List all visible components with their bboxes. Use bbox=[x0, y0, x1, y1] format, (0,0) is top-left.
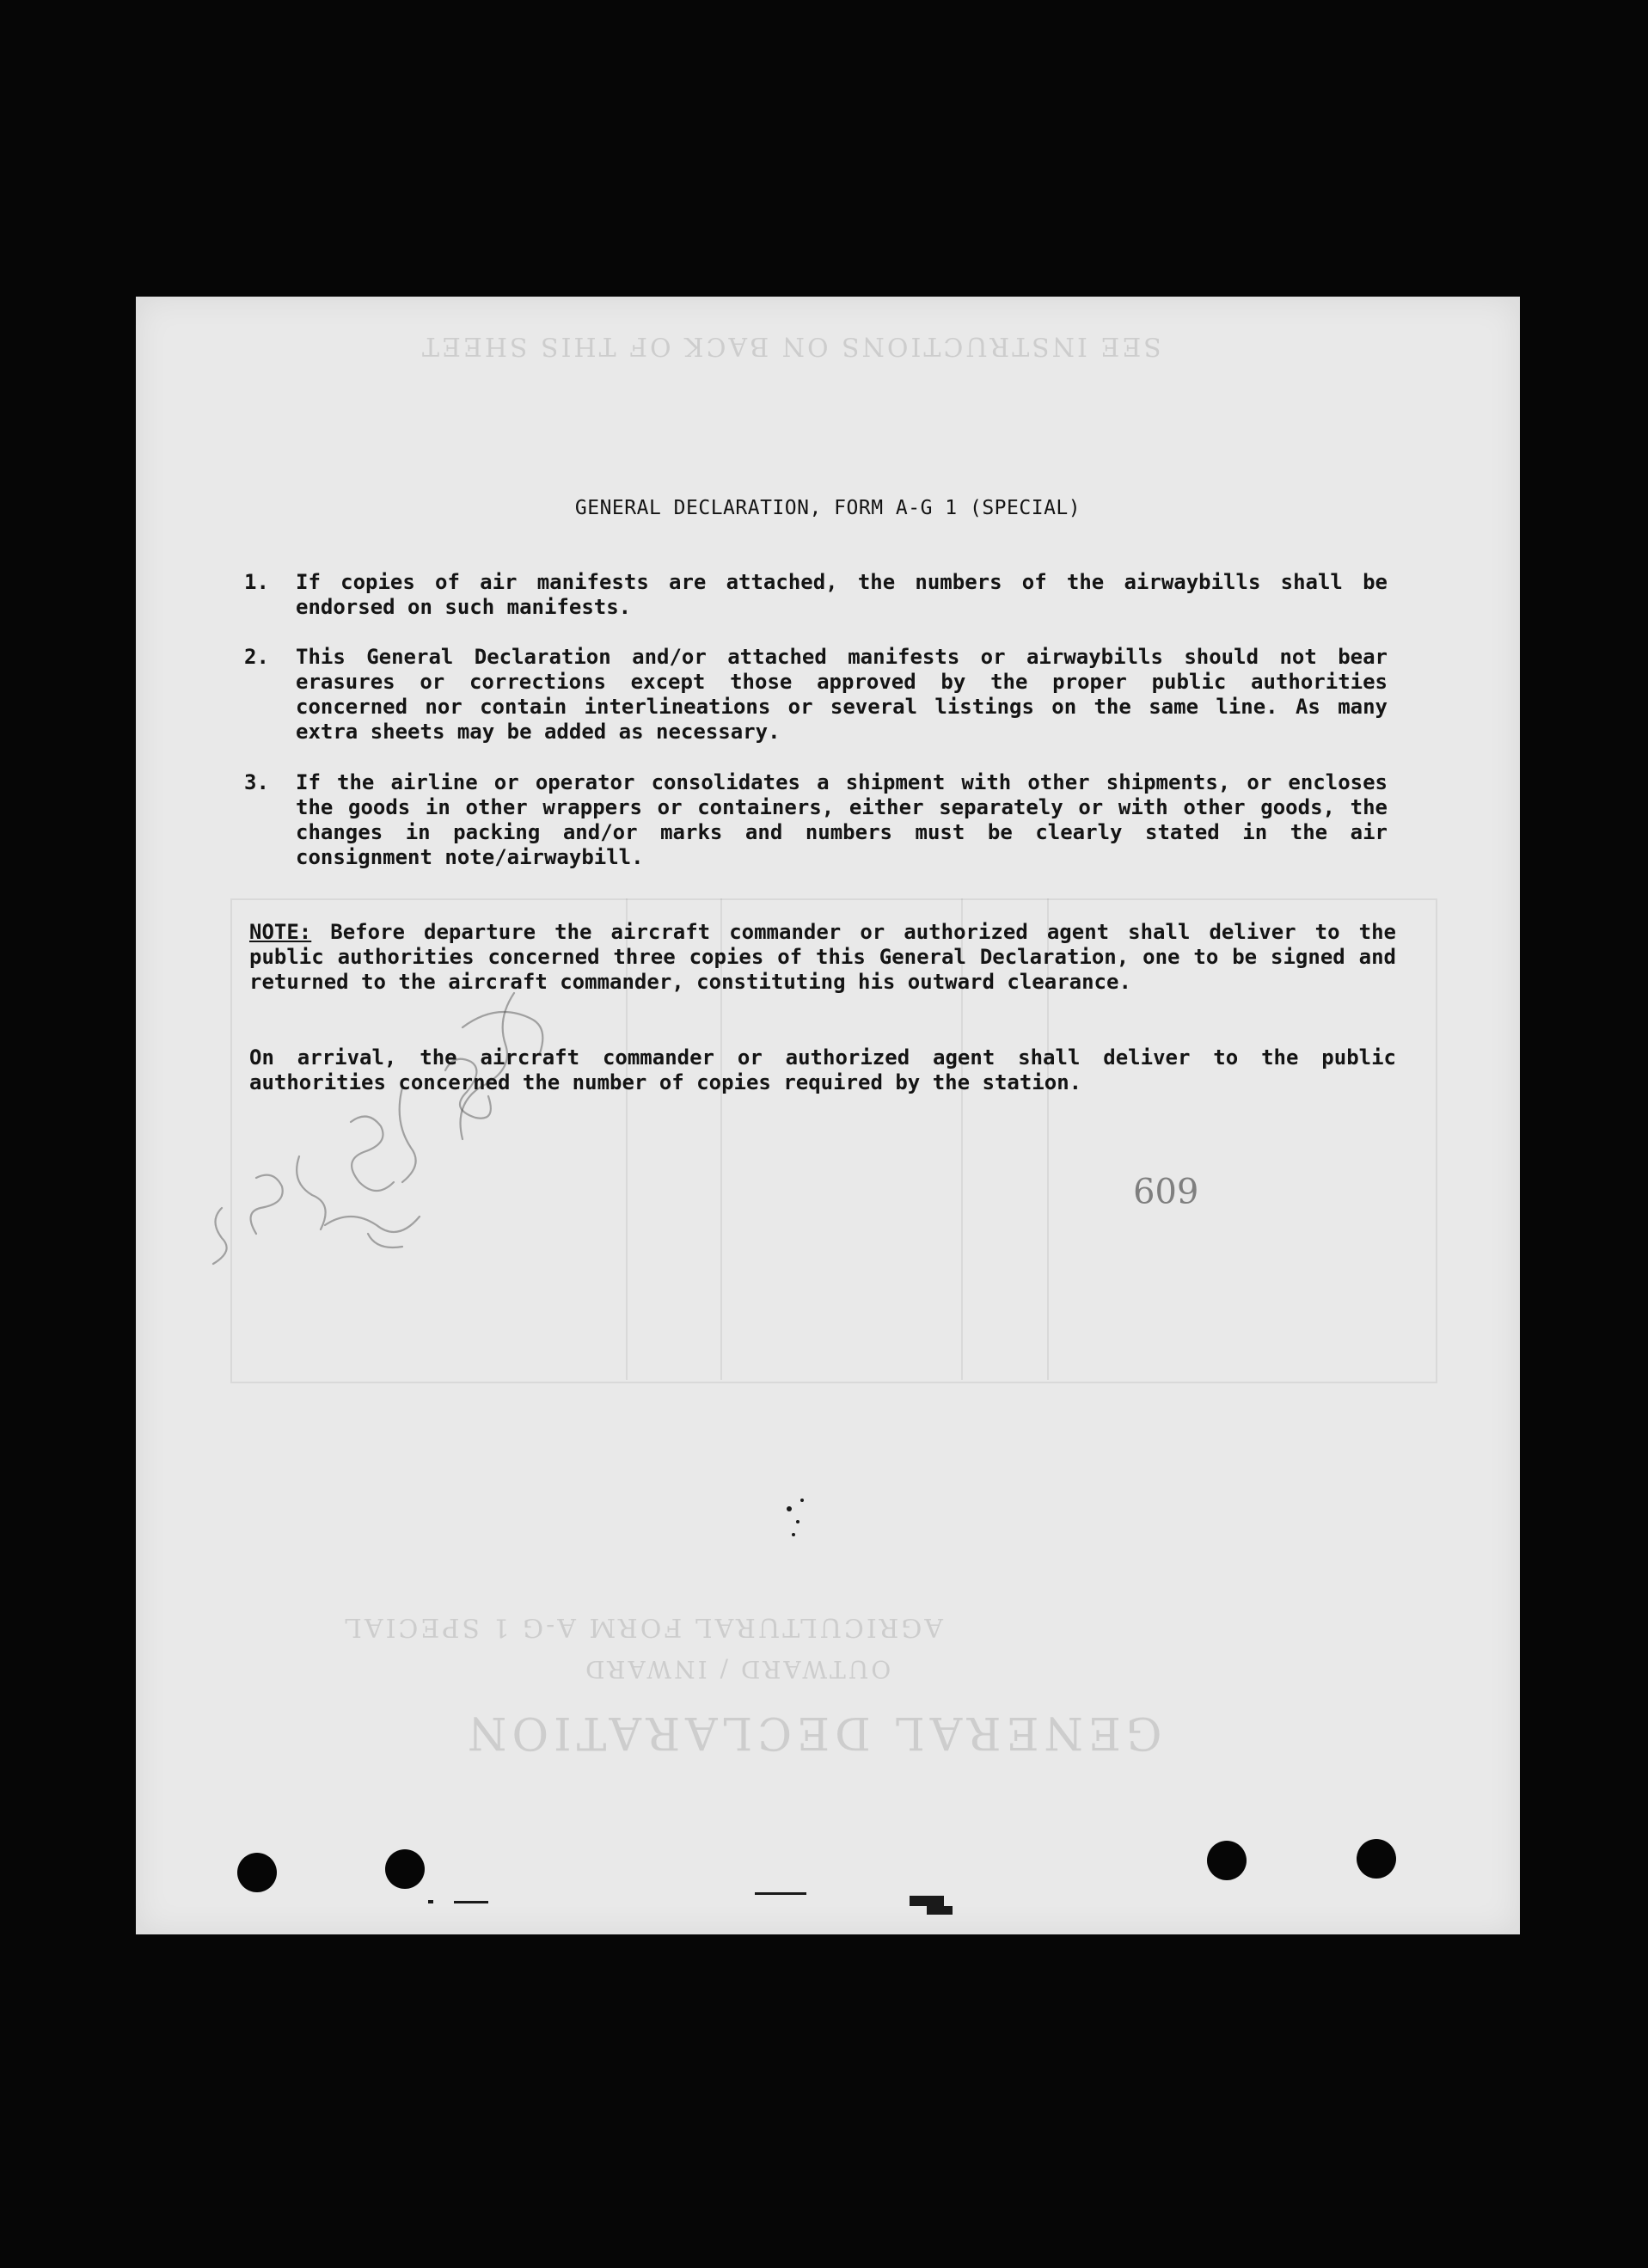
note-label: NOTE: bbox=[249, 920, 312, 944]
bleed-through-text: SEE INSTRUCTIONS ON BACK OF THIS SHEET bbox=[420, 331, 1161, 361]
item-text: If the airline or operator consolidates a shipment with other shipments, or encloses the goods in other wrappers or containers, either separately or with other goods, the changes in packing and/or marks and numbers must be clearly stated in the air consignment note/airwaybill. bbox=[296, 770, 1388, 869]
arrival-paragraph: On arrival, the aircraft commander or authorized agent shall deliver to the public authorities concerned the number of copies required by the station. bbox=[249, 1045, 1396, 1094]
page-title: GENERAL DECLARATION, FORM A-G 1 (SPECIAL) bbox=[574, 497, 1081, 519]
stamped-number: 609 bbox=[1133, 1169, 1199, 1209]
item-number: 1. bbox=[244, 570, 269, 594]
item-text: This General Declaration and/or attached manifests or airwaybills should not bear erasures or corrections except those approved by the proper public authorities concerned nor contain interlineations or several listings on the same line. As many extra sheets may be added as necessary. bbox=[296, 645, 1388, 744]
bleed-through-text: AGRICULTURAL FORM A-G 1 SPECIAL bbox=[342, 1612, 943, 1642]
paper-specks bbox=[136, 297, 1520, 1934]
bleed-through-text: OUTWARD / INWARD bbox=[583, 1655, 891, 1683]
item-number: 3. bbox=[244, 770, 269, 794]
bleed-through-text: GENERAL DECLARATION bbox=[463, 1707, 1162, 1758]
item-number: 2. bbox=[244, 645, 269, 669]
document-page bbox=[136, 297, 1520, 1934]
note-text: Before departure the aircraft commander or authorized agent shall deliver to the public authorities concerned three copies of this General Declaration, one to be signed and returned to the aircraft commander, constituting his outward clearance. bbox=[249, 920, 1396, 994]
item-text: If copies of air manifests are attached, the numbers of the airwaybills shall be endorsed on such manifests. bbox=[296, 570, 1388, 619]
